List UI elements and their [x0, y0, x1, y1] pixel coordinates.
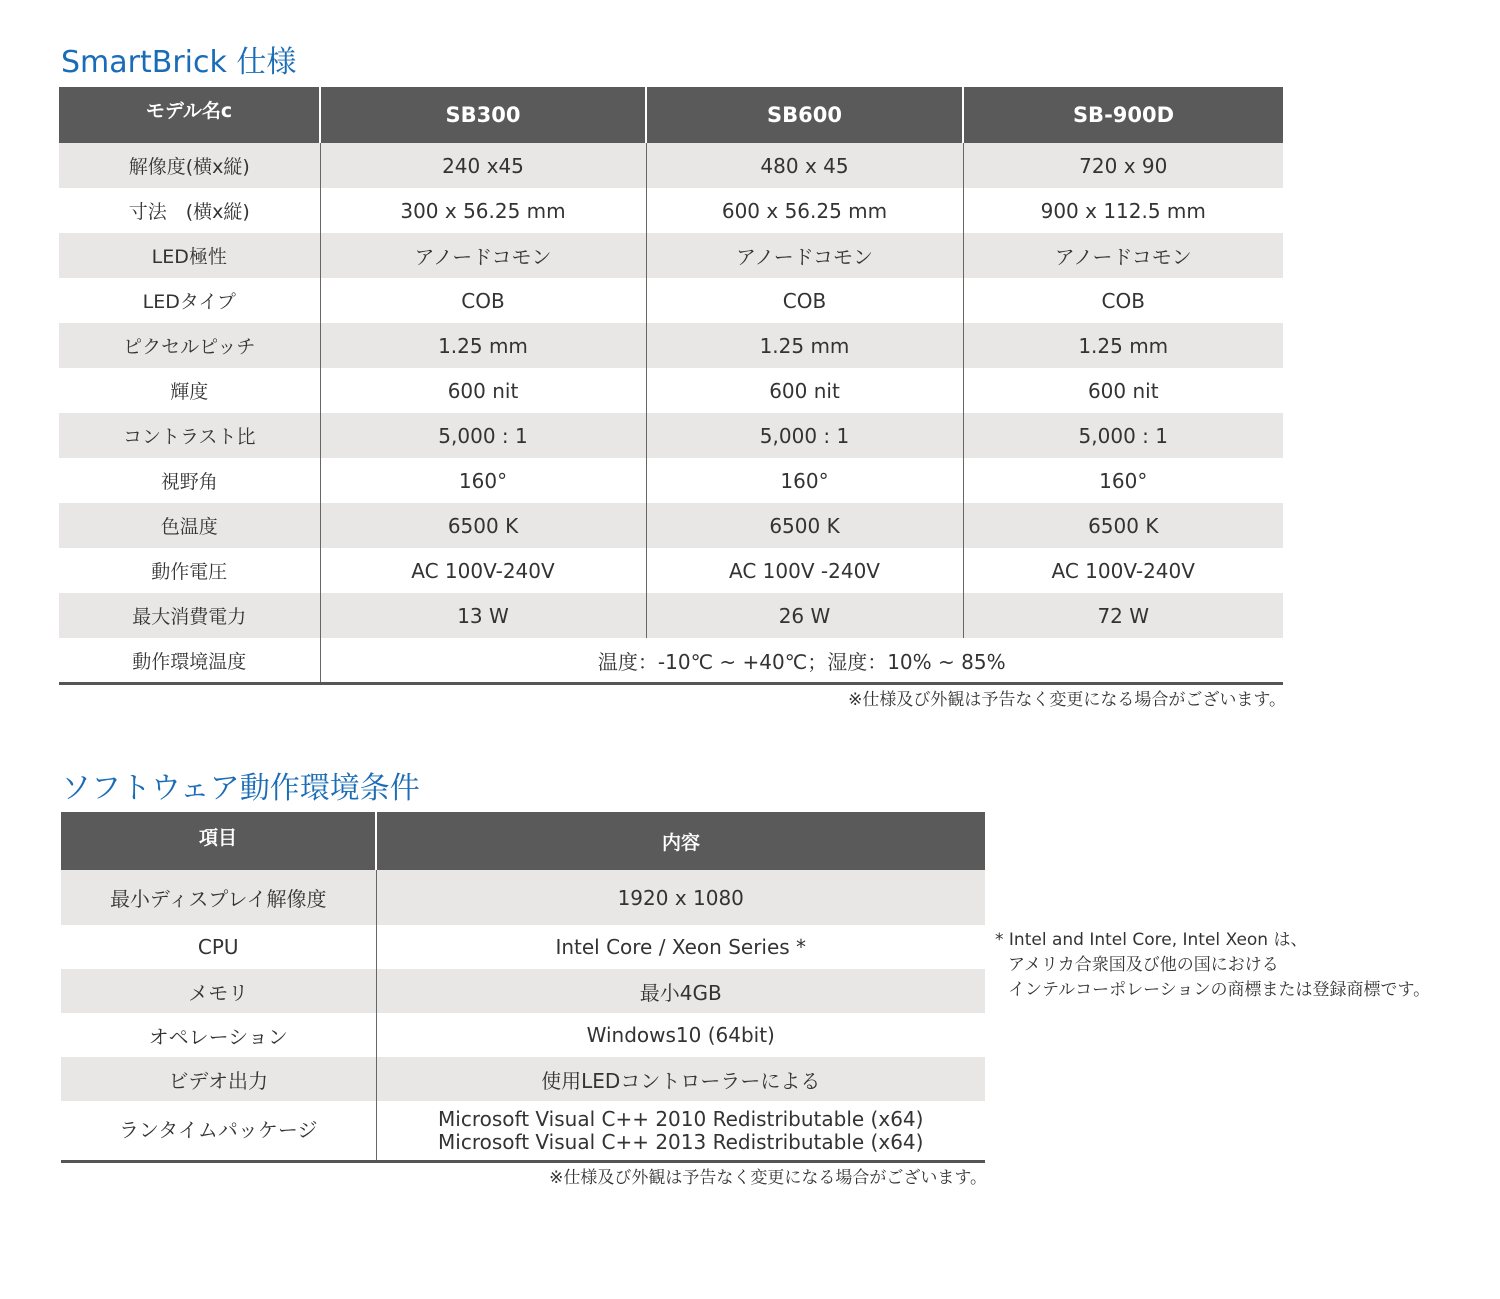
spec-env-row — [59, 638, 1283, 684]
software-row-value: Windows10 (64bit) — [376, 1013, 985, 1057]
software-row-label: オペレーション — [148, 1024, 288, 1049]
spec-title: SmartBrick 仕様 — [61, 45, 297, 80]
software-note: ※仕様及び外観は予告なく変更になる場合がございます。 — [549, 1168, 987, 1188]
spec-cell: 300 x 56.25 mm — [320, 188, 646, 233]
header-item: 項目 — [61, 812, 376, 870]
spec-cell: 600 nit — [646, 368, 963, 413]
software-row-label: 最小ディスプレイ解像度 — [61, 870, 376, 925]
runtime-line: Microsoft Visual C++ 2013 Redistributable (x64) — [438, 1129, 924, 1154]
spec-row-label: コントラスト比 — [59, 413, 320, 458]
spec-cell: 160° — [320, 458, 646, 503]
spec-row — [59, 593, 1283, 638]
software-row — [61, 969, 985, 1013]
runtime-line: Microsoft Visual C++ 2010 Redistributable (x64) — [438, 1106, 924, 1131]
software-row-value: 1920 x 1080 — [376, 870, 985, 925]
spec-cell: アノードコモン — [646, 233, 963, 278]
spec-row — [59, 278, 1283, 323]
software-row — [61, 870, 985, 925]
spec-cell: 600 nit — [963, 368, 1283, 413]
spec-row — [59, 458, 1283, 503]
trademark-line: アメリカ合衆国及び他の国における — [1008, 955, 1279, 975]
spec-row-label: 視野角 — [160, 471, 218, 493]
spec-row — [59, 323, 1283, 368]
spec-cell: 1.25 mm — [963, 323, 1283, 368]
spec-cell: 160° — [963, 458, 1283, 503]
spec-cell: 240 x45 — [320, 143, 646, 188]
spec-row-label: 寸法 (横x縦) — [128, 201, 250, 223]
spec-cell: 1.25 mm — [320, 323, 646, 368]
spec-cell: 26 W — [646, 593, 963, 638]
spec-cell: 600 x 56.25 mm — [646, 188, 963, 233]
env-row-value: 温度：-10℃ ~ +40℃；湿度：10% ~ 85% — [320, 638, 1283, 684]
spec-row — [59, 503, 1283, 548]
spec-cell: 13 W — [320, 593, 646, 638]
spec-cell: 5,000 : 1 — [646, 413, 963, 458]
spec-cell: 5,000 : 1 — [320, 413, 646, 458]
software-table — [61, 812, 985, 1163]
spec-row-label: LED極性 — [59, 233, 320, 278]
spec-cell: 72 W — [963, 593, 1283, 638]
spec-cell: 1.25 mm — [646, 323, 963, 368]
spec-cell: 6500 K — [646, 503, 963, 548]
spec-cell: 480 x 45 — [646, 143, 963, 188]
header-sb300: SB300 — [320, 87, 646, 143]
software-row — [61, 925, 985, 969]
spec-cell: アノードコモン — [320, 233, 646, 278]
spec-cell: 720 x 90 — [963, 143, 1283, 188]
spec-row-label: 色温度 — [59, 503, 320, 548]
software-row-runtime — [61, 1101, 985, 1162]
spec-cell: AC 100V-240V — [320, 548, 646, 593]
spec-row — [59, 413, 1283, 458]
spec-table — [59, 87, 1283, 685]
spec-cell: 6500 K — [320, 503, 646, 548]
spec-row — [59, 188, 1283, 233]
spec-cell: 6500 K — [963, 503, 1283, 548]
spec-cell: 160° — [646, 458, 963, 503]
spec-cell: AC 100V-240V — [963, 548, 1283, 593]
header-sb900d: SB-900D — [963, 87, 1283, 143]
spec-row — [59, 548, 1283, 593]
env-row-label: 動作環境温度 — [132, 650, 247, 673]
software-header-row — [61, 812, 985, 870]
header-content: 内容 — [376, 812, 985, 870]
software-row-label: メモリ — [61, 969, 376, 1013]
runtime-label: ランタイムパッケージ — [119, 1118, 318, 1142]
spec-row-label: 動作電圧 — [151, 561, 228, 583]
spec-row-label: 最大消費電力 — [59, 593, 320, 638]
spec-note: ※仕様及び外観は予告なく変更になる場合がございます。 — [848, 690, 1286, 710]
software-row-value: Intel Core / Xeon Series * — [376, 925, 985, 969]
spec-row — [59, 143, 1283, 188]
trademark-note — [995, 928, 1430, 1003]
software-row — [61, 1057, 985, 1101]
spec-cell: AC 100V -240V — [646, 548, 963, 593]
software-row — [61, 1013, 985, 1057]
trademark-line: * Intel and Intel Core, Intel Xeon は、 — [995, 930, 1308, 950]
spec-header-row — [59, 87, 1283, 143]
software-row-label: CPU — [197, 935, 239, 959]
spec-cell: 600 nit — [320, 368, 646, 413]
spec-cell: COB — [320, 278, 646, 323]
spec-cell: 900 x 112.5 mm — [963, 188, 1283, 233]
trademark-line: インテルコーポレーションの商標または登録商標です。 — [1008, 980, 1431, 1000]
header-sb600: SB600 — [646, 87, 963, 143]
runtime-value — [376, 1101, 985, 1162]
header-model-name: モデル名c — [59, 87, 320, 143]
spec-cell: COB — [646, 278, 963, 323]
spec-cell: 5,000 : 1 — [963, 413, 1283, 458]
software-row-value: 使用LEDコントローラーによる — [376, 1057, 985, 1101]
spec-row-label: LEDタイプ — [142, 291, 236, 313]
software-row-label: ビデオ出力 — [61, 1057, 376, 1101]
spec-cell: COB — [963, 278, 1283, 323]
software-row-value: 最小4GB — [376, 969, 985, 1013]
spec-row — [59, 233, 1283, 278]
spec-row-label: 輝度 — [170, 381, 209, 403]
spec-row — [59, 368, 1283, 413]
spec-cell: アノードコモン — [963, 233, 1283, 278]
spec-row-label: ピクセルピッチ — [59, 323, 320, 368]
software-title: ソフトウェア動作環境条件 — [61, 771, 420, 806]
spec-row-label: 解像度(横x縦) — [59, 143, 320, 188]
